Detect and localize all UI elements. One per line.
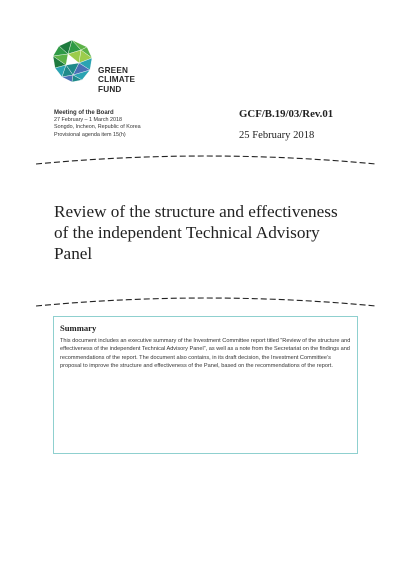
meeting-title: Meeting of the Board	[54, 110, 114, 116]
logo-wordmark	[98, 66, 135, 94]
document-date: 25 February 2018	[239, 130, 315, 141]
meeting-location: Songdo, Incheon, Republic of Korea	[54, 124, 141, 131]
meeting-agenda-item: Provisional agenda item 15(h)	[54, 131, 126, 138]
title-line-1: Review of the structure and effectiveness	[54, 202, 338, 221]
logo-word-green: GREEN	[98, 66, 129, 75]
summary-text: This document includes an executive summary of the Investment Committee report titled “Review of the structure and effectiveness of the independent Technical Advisory Panel”, as well as a note from the Secretariat on the findings and recommendations of the report. The document also contains, in its draft decision, the Investment Committee’s proposal to improve the structure and effectiveness of the Panel, based on the recommendations of the report.	[60, 338, 351, 370]
meeting-info	[54, 110, 141, 139]
logo-word-fund: FUND	[98, 84, 122, 94]
summary-heading: Summary	[60, 323, 97, 333]
document-code: GCF/B.19/03/Rev.01	[239, 108, 334, 120]
document-title	[54, 202, 374, 264]
header-divider	[36, 150, 376, 166]
title-divider	[36, 292, 376, 308]
logo-word-climate: CLIMATE	[98, 75, 136, 85]
gcf-logo	[49, 38, 169, 98]
summary-box	[53, 316, 358, 454]
title-line-3: Panel	[54, 243, 93, 263]
meeting-dates: 27 February – 1 March 2018	[54, 117, 123, 124]
globe-logo-icon	[49, 38, 95, 84]
title-line-2: of the independent Technical Advisory	[54, 222, 320, 242]
